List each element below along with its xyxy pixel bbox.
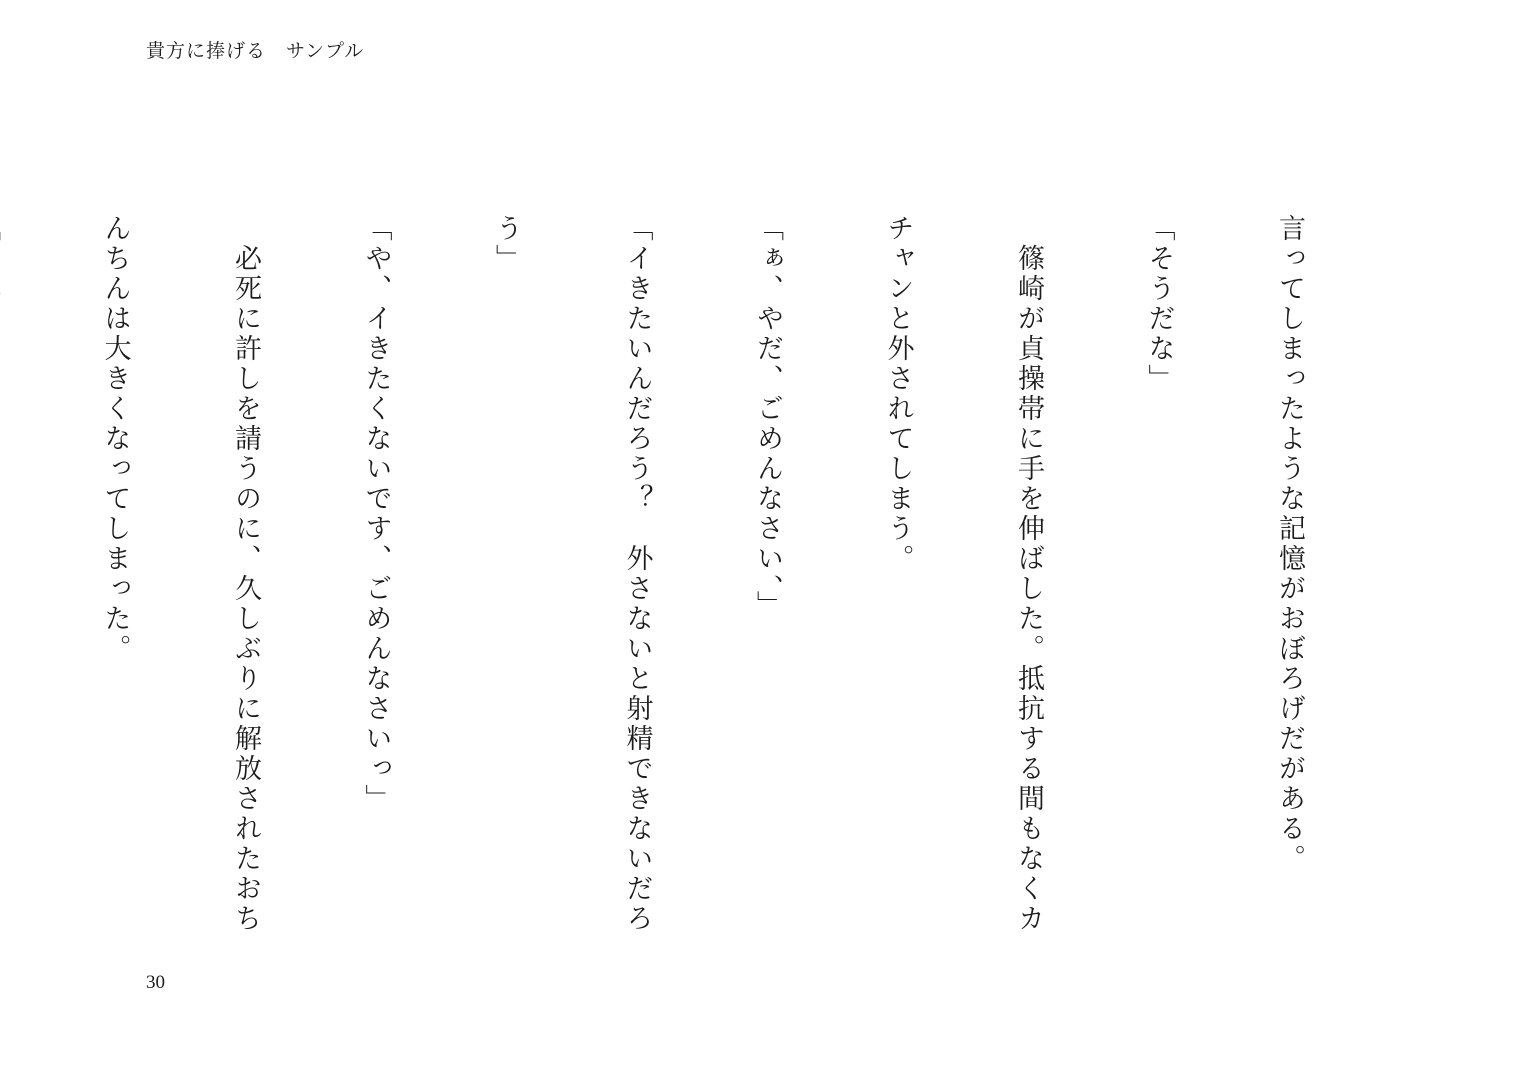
text-line: 必死に許しを請うのに、久しぶりに解放されたおち (230, 214, 261, 934)
text-line: 「イきたいんだろう？ 外さないと射精できないだろ (621, 214, 653, 934)
text-line: 「ぁ、やだ、ごめんなさい、」 (752, 214, 783, 621)
text-line: 言ってしまったような記憶がおぼろげだがある。 (1274, 214, 1305, 874)
page-number: 30 (146, 972, 165, 993)
vertical-body-text (99, 214, 1398, 934)
page-header-title: 貴方に捧げる サンプル (146, 40, 365, 62)
text-line (0, 214, 6, 934)
text-line: 篠崎が貞操帯に手を伸ばした。抵抗する間もなくカ (1013, 214, 1044, 934)
text-line: 「や、イきたくないです、ごめんなさいっ」 (360, 214, 392, 814)
text-line: う」 (491, 214, 522, 274)
text-line: んちんは大きくなってしまった。 (99, 214, 131, 664)
text-line: チャンと外されてしまう。 (882, 214, 914, 574)
text-line: 「そうだな」 (1143, 214, 1175, 394)
